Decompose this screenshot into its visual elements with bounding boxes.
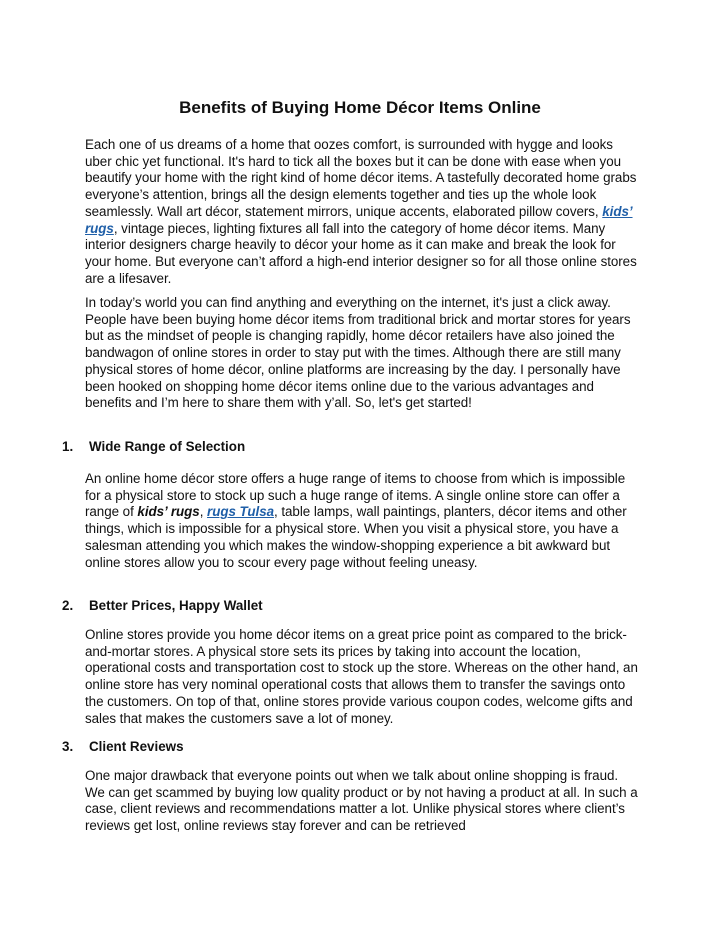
kids-rugs-bold-term: kids’ rugs [137,504,200,520]
section-number: 3. [62,739,74,754]
kids-rugs-link[interactable]: kids’ rugs [85,203,633,236]
wide-range-text-after: , table lamps, wall paintings, planters, décor items and other things, which is impossible for a physical store. When you visit a physical store, you have a salesman attending you which makes the window-shopping experience a bit awkward but online stores allow you to scour every page without feeling uneasy. [85,504,627,570]
section-heading-text: Wide Range of Selection [89,439,246,454]
section-heading-text: Better Prices, Happy Wallet [89,598,263,613]
section-heading-better-prices [62,597,263,614]
better-prices-paragraph: Online stores provide you home décor items on a great price point as compared to the brick-and-mortar stores. A physical store sets its prices by taking into account the location, operational costs and transportation cost to stock up the store. Whereas on the other hand, an online store has very nominal operational costs that allows them to transfer the savings onto the customers. On top of that, online stores provide various coupon codes, welcome gifts and sales that makes the customers save a lot of money. [85,627,638,726]
section-number: 1. [62,439,74,454]
section-heading-wide-range [62,438,245,455]
section-heading-client-reviews [62,738,184,755]
intro-text-before-link: Each one of us dreams of a home that oozes comfort, is surrounded with hygge and looks uber chic yet functional. It's hard to tick all the boxes but it can be done with ease when you beautify your home with the right kind of home décor items. A tastefully decorated home grabs everyone’s attention, brings all the design elements together and ties up the whole look seamlessly. Wall art décor, statement mirrors, unique accents, elaborated pillow covers, [85,137,637,219]
intro-text-after-link: , vintage pieces, lighting fixtures all fall into the category of home décor items. Many interior designers charge heavily to décor your home as it can make and break the look for your home. But everyone can’t afford a high-end interior designer so for all those online stores are a lifesaver. [85,220,637,286]
document-title: Benefits of Buying Home Décor Items Online [179,98,541,117]
section-heading-text: Client Reviews [89,739,184,754]
wide-range-text-before: An online home décor store offers a huge range of items to choose from which is impossible for a physical store to stock up such a huge range of items. A single online store can offer a range of [85,471,626,520]
client-reviews-paragraph: One major drawback that everyone points out when we talk about online shopping is fraud. We can get scammed by buying low quality product or by not having a product at all. In such a case, client reviews and recommendations matter a lot. Unlike physical stores where client’s reviews get lost, online reviews stay forever and can be retrieved [85,768,638,834]
wide-range-paragraph [85,471,640,571]
separator-text: , [199,504,208,520]
section-number: 2. [62,598,74,613]
rugs-tulsa-link[interactable]: rugs Tulsa [207,504,275,520]
intro-paragraph [85,137,640,287]
second-paragraph: In today’s world you can find anything and everything on the internet, it's just a click away. People have been buying home décor items from traditional brick and mortar stores for years but as the mindset of people is changing rapidly, home décor retailers have also joined the bandwagon of online stores in order to stay put with the times. Although there are still many physical stores of home décor, online platforms are increasing by the day. I personally have been hooked on shopping home décor items online due to the various advantages and benefits and I’m here to share them with y’all. So, let's get started! [85,295,631,411]
